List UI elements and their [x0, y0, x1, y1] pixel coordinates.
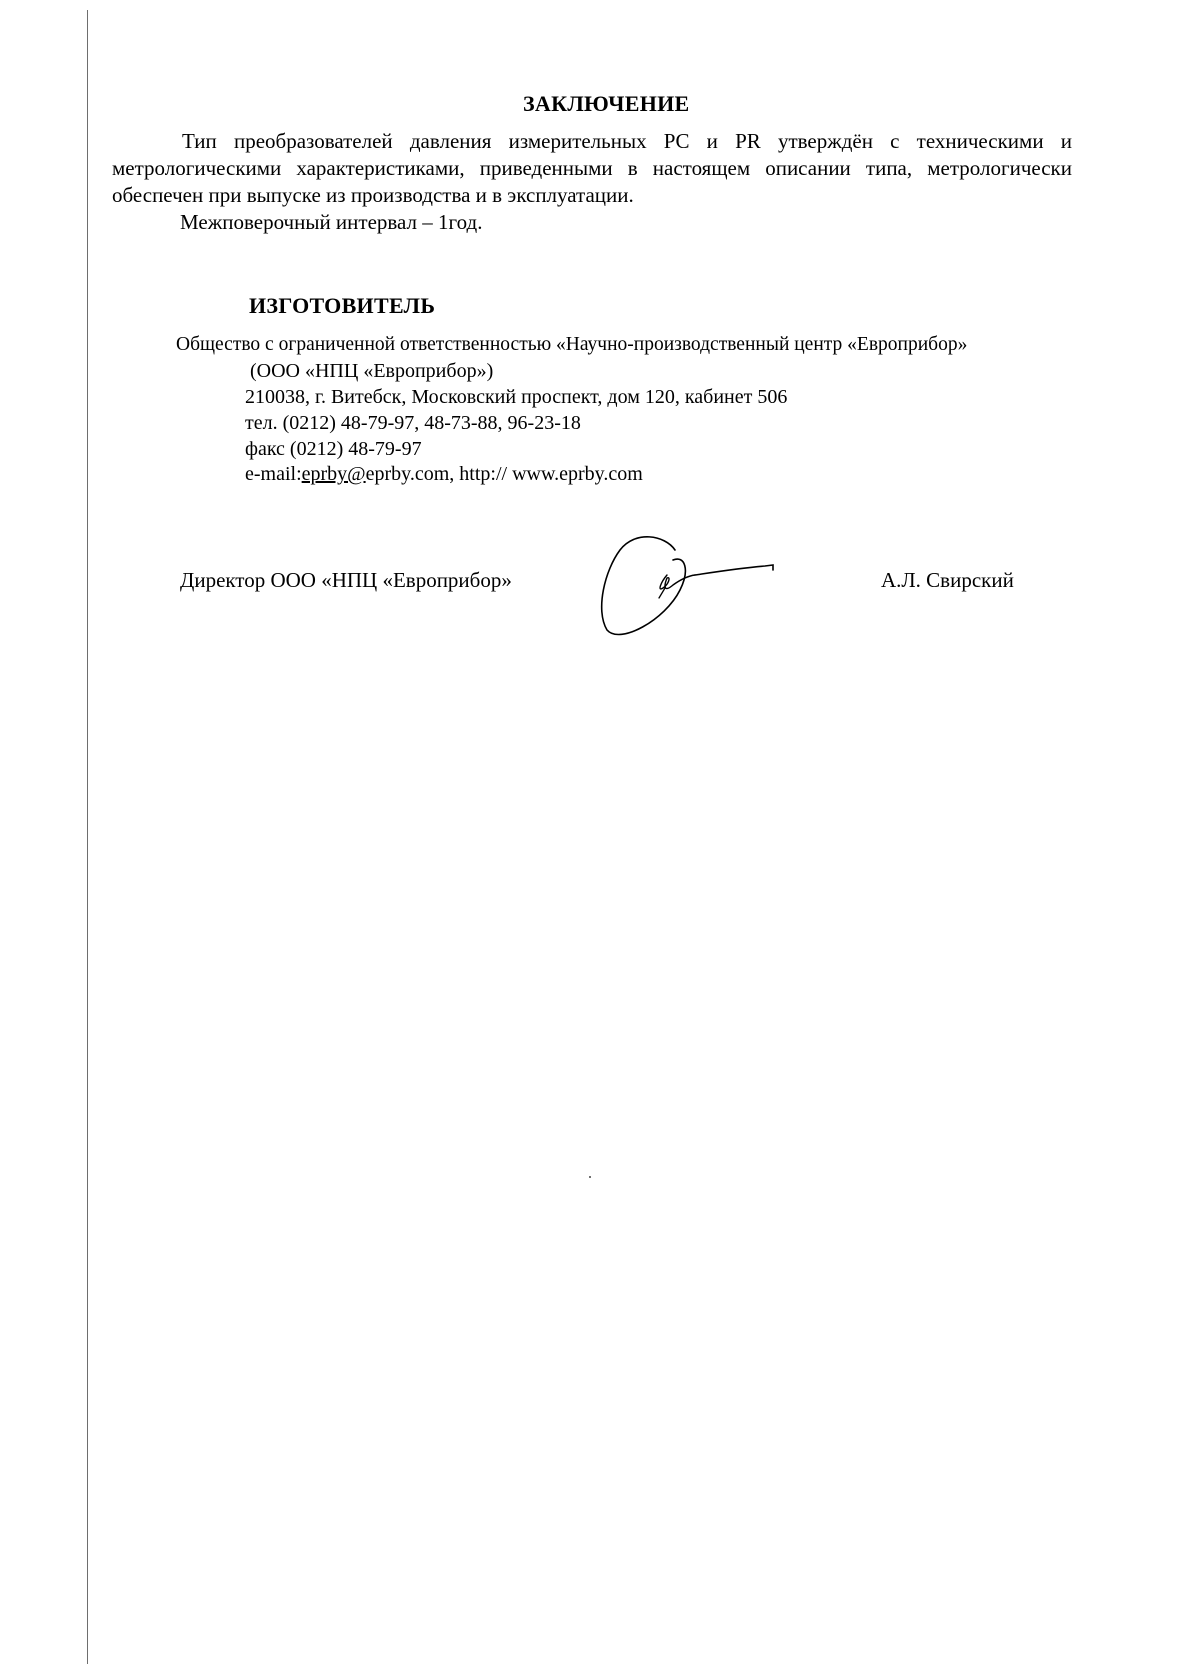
scan-speck — [589, 1176, 591, 1178]
manufacturer-fax: факс (0212) 48-79-97 — [245, 438, 422, 460]
director-name: А.Л. Свирский — [881, 568, 1014, 592]
director-title: Директор ООО «НПЦ «Европрибор» — [180, 568, 512, 592]
handwritten-signature — [595, 530, 795, 650]
page-margin-line — [87, 10, 88, 1664]
conclusion-heading: ЗАКЛЮЧЕНИЕ — [523, 91, 690, 116]
verification-interval: Межповерочный интервал – 1год. — [180, 210, 483, 234]
conclusion-paragraph: Тип преобразователей давления измерительных PC и PR утверждён с техническими и метрологическими характеристиками, приведенными в настоящем описании типа, метрологически обеспечен при выпуске из производства и в эксплуатации. — [112, 129, 1072, 207]
manufacturer-address: 210038, г. Витебск, Московский проспект, дом 120, кабинет 506 — [245, 386, 788, 408]
manufacturer-short-name: (ООО «НПЦ «Европрибор») — [250, 360, 494, 382]
manufacturer-company: Общество с ограниченной ответственностью «Научно-производственный центр «Европрибор» — [176, 334, 968, 355]
manufacturer-contacts — [245, 463, 643, 486]
manufacturer-heading: ИЗГОТОВИТЕЛЬ — [249, 293, 436, 318]
email-prefix: e-mail: — [245, 463, 302, 485]
manufacturer-phone: тел. (0212) 48-79-97, 48-73-88, 96-23-18 — [245, 412, 581, 434]
email-domain-website: eprby.com, http:// www.eprby.com — [365, 463, 643, 485]
email-user[interactable]: eprby@ — [301, 463, 366, 485]
